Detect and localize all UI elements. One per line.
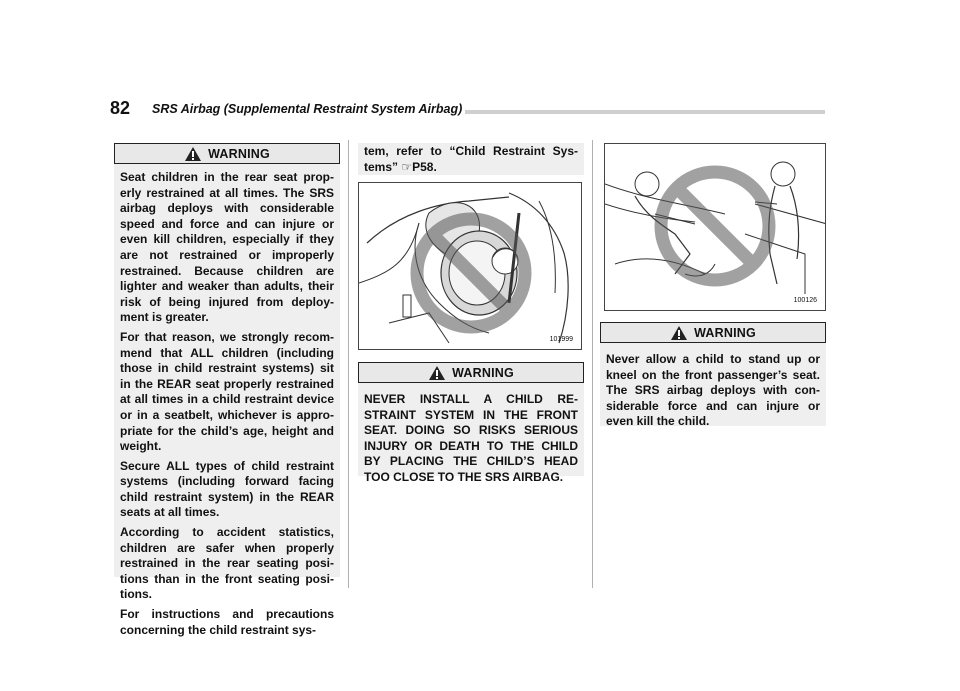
- warning-triangle-icon: [428, 365, 446, 381]
- warning-header: [600, 322, 826, 343]
- warning-title: WARNING: [208, 146, 270, 161]
- warning-triangle-icon: [184, 146, 202, 162]
- warning-box-standing: [600, 322, 826, 429]
- paragraph: For instructions and precautions concerning the child restraint sys-: [120, 607, 334, 637]
- page-number: 82: [110, 98, 131, 118]
- paragraph: Seat children in the rear seat prop-erly restrained at all times. The SRS airbag deploys with considerable speed and force and can injure or even kill children, especially if they are not restrained or improperly restrained. Because children are lighter and weaker than adults, their risk of being injured from deploy-ment is greater.: [120, 170, 334, 325]
- section-title: SRS Airbag (Supplemental Restraint System Airbag): [152, 102, 463, 116]
- paragraph: For that reason, we strongly recom-mend that ALL children (including those in child restraint systems) sit in the REAR seat properly restrained at all times in a child restraint device or in a seatbelt, whichever is appro-priate for the child’s age, height and weight.: [120, 329, 334, 454]
- paragraph: According to accident statistics, children are safer when properly restrained in the rear seating posi-tions than in the front seating posi-tions.: [120, 525, 334, 602]
- warning-header: [358, 362, 584, 383]
- prohibition-icon: [661, 172, 769, 280]
- figure-rear-facing-seat: [358, 182, 582, 350]
- warning-triangle-icon: [670, 325, 688, 341]
- warning-title: WARNING: [452, 365, 514, 380]
- page-header: [110, 98, 830, 122]
- figure-standing-child: [604, 143, 826, 311]
- continued-text: tem, refer to “Child Restraint Sys-tems” ☞P58.: [364, 144, 578, 174]
- warning-body: Never allow a child to stand up or kneel on the front passenger’s seat. The SRS airbag deploys with con-siderable force and can injure or even kill the child.: [606, 352, 820, 429]
- warning-header: [114, 143, 340, 164]
- paragraph: Secure ALL types of child restraint systems (including forward facing child restraint system) in the REAR seats at all times.: [120, 458, 334, 520]
- warning-body: [120, 170, 334, 642]
- figure-illustration: [359, 183, 582, 350]
- figure-illustration: [605, 144, 826, 311]
- warning-body: NEVER INSTALL A CHILD RE-STRAINT SYSTEM IN THE FRONT SEAT. DOING SO RISKS SERIOUS INJURY OR DEATH TO THE CHILD BY PLACING THE CHILD’S HEAD TOO CLOSE TO THE SRS AIRBAG.: [364, 392, 578, 484]
- warning-box-front-seat: [358, 362, 584, 484]
- figure-code: 100126: [793, 297, 817, 304]
- warning-title: WARNING: [694, 325, 756, 340]
- continued-text-box: [358, 143, 584, 175]
- header-rule: [465, 110, 825, 114]
- warning-box-rear-seat: [114, 143, 340, 637]
- column-divider: [348, 140, 349, 588]
- column-divider: [592, 140, 593, 588]
- figure-code: 101999: [549, 336, 573, 343]
